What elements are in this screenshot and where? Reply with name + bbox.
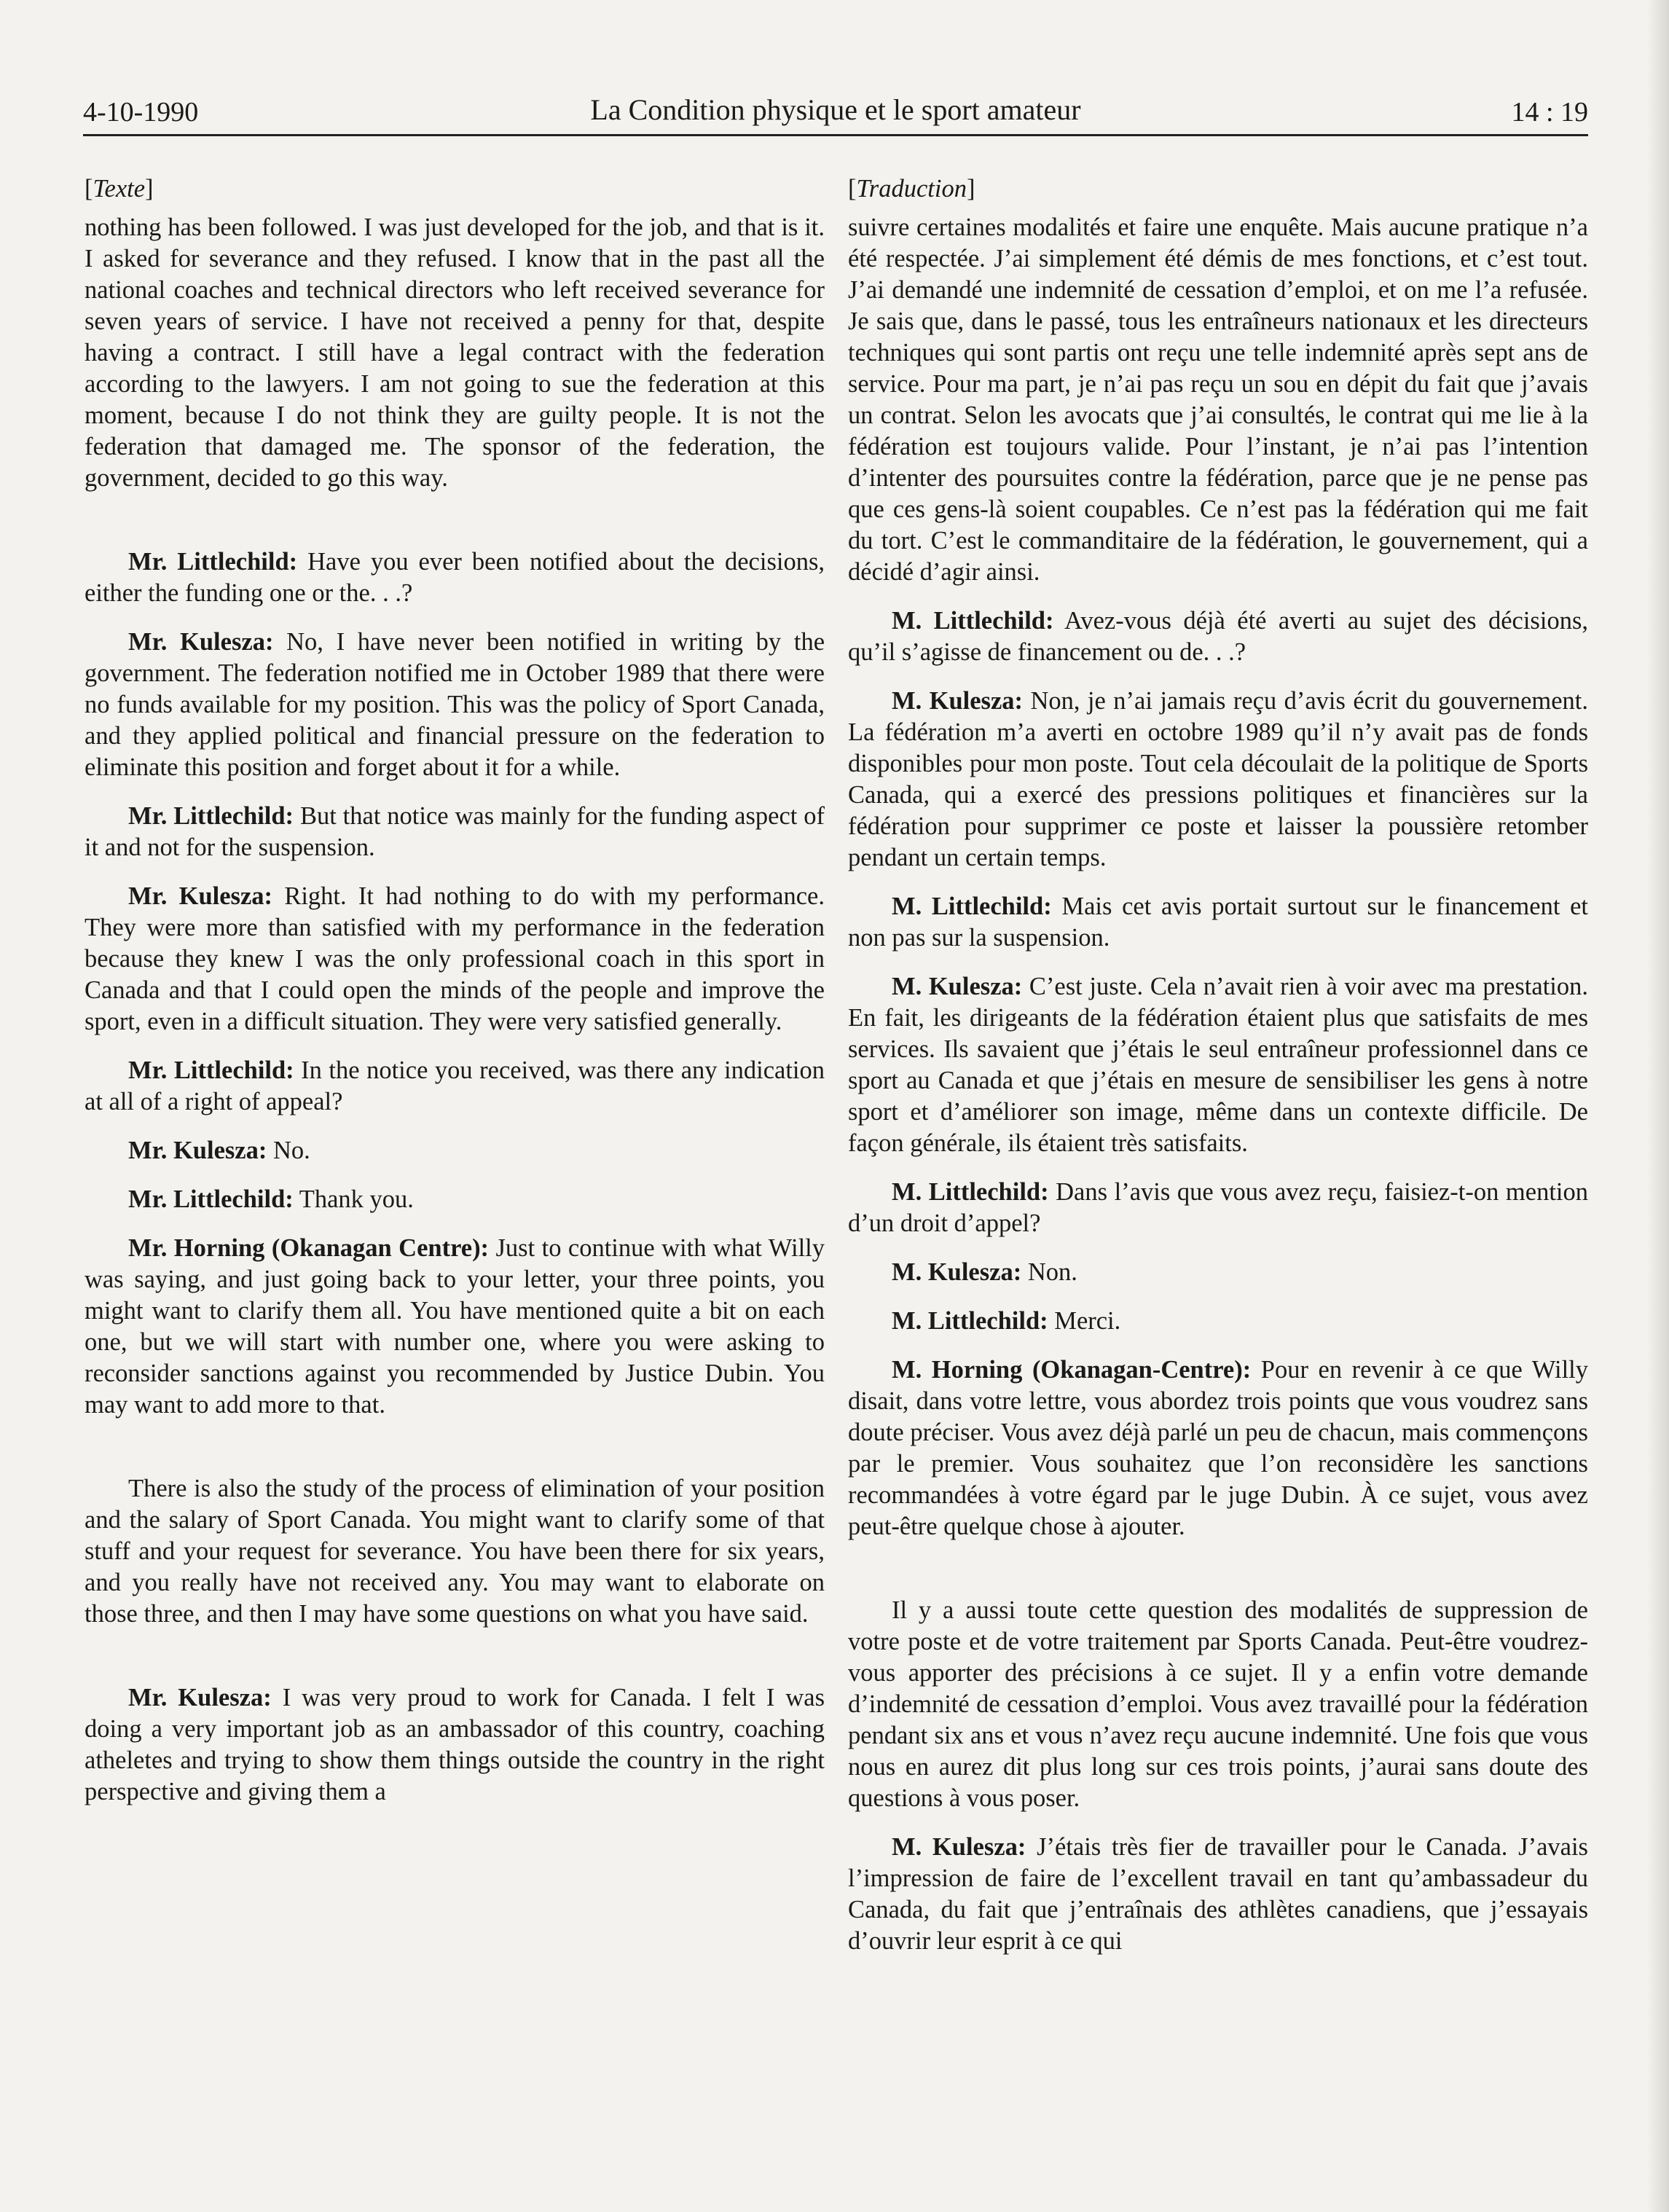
paragraph: M. Kulesza: Non, je n’ai jamais reçu d’avis écrit du gouvernement. La fédération m’a averti en octobre 1989 qu’il n’y avait pas de fonds disponibles pour mon poste. Tout cela découlait de la politique de Sports Canada, qui a exercé des pressions politiques et financières sur la fédération pour supprimer ce poste et laisser la poussière retomber pendant un certain temps. [848,687,1588,871]
speaker-name: Mr. Kulesza: [128,1137,267,1164]
paragraph: Mr. Littlechild: But that notice was mainly for the funding aspect of it and not for the suspension. [85,802,825,861]
speaker-name: M. Littlechild: [892,893,1052,920]
header-date: 4-10-1990 [83,97,199,128]
column-label-traduction: [Traduction] [848,175,975,203]
column-label-texte: [Texte] [85,175,154,203]
paragraph: Mr. Littlechild: Have you ever been notified about the decisions, either the funding one or the. . .? [85,548,825,607]
paragraph: Mr. Littlechild: Thank you. [128,1185,414,1213]
speaker-name: Mr. Littlechild: [128,1185,294,1213]
paragraph: M. Horning (Okanagan-Centre): Pour en revenir à ce que Willy disait, dans votre lettre, vous abordez trois points que vous voudrez sans doute préciser. Vous avez déjà parlé un peu de chacun, mais commençons par le premier. Vous souhaitez que l’on reconsidère les sanctions recommandées à votre égard par le juge Dubin. À ce sujet, vous avez peut-être quelque chose à ajouter. [848,1356,1588,1540]
paragraph: Mr. Kulesza: Right. It had nothing to do with my performance. They were more than satisfied with my performance in the federation because they knew I was the only professional coach in this sport in Canada and that I could open the minds of the people and improve the sport, even in a difficult situation. They were very satisfied generally. [85,882,825,1035]
paragraph: suivre certaines modalités et faire une enquête. Mais aucune pratique n’a été respectée. J’ai simplement été démis de mes fonctions, et c’est tout. J’ai demandé une indemnité de cessation d’emploi, et on me l’a refusée. Je sais que, dans le passé, tous les entraîneurs nationaux et les directeurs techniques qui sont partis ont reçu une telle indemnité après sept ans de service. Pour ma part, je n’ai pas reçu un sou en dépit du fait que j’avais un contrat. Selon les avocats que j’ai consultés, le contrat qui me lie à la fédération est toujours valide. Pour l’instant, je n’ai pas l’intention d’intenter des poursuites contre la fédération, parce que je ne pense pas que ces gens-là soient coupables. Ce n’est pas la fédération qui me fait du tort. C’est le commanditaire de la fédération, le gouvernement, qui a décidé d’agir ainsi. [848,213,1588,586]
speaker-name: M. Littlechild: [892,1178,1049,1206]
paragraph: nothing has been followed. I was just developed for the job, and that is it. I asked for severance and they refused. I know that in the past all the national coaches and technical directors who left received severance for seven years of service. I have not received a penny for that, despite having a contract. I still have a legal contract with the federation according to the lawyers. I am not going to sue the federation at this moment, because I do not think they are guilty people. It is not the federation that damaged me. The sponsor of the federation, the government, decided to go this way. [85,213,825,492]
paragraph: M. Littlechild: Dans l’avis que vous avez reçu, faisiez-t-on mention d’un droit d’appel? [848,1178,1588,1237]
speaker-name: Mr. Kulesza: [128,882,273,910]
page-edge-shadow [1647,0,1669,2212]
speaker-name: Mr. Littlechild: [128,548,298,576]
speaker-name: Mr. Littlechild: [128,802,294,830]
speaker-name: M. Kulesza: [892,1258,1022,1286]
paragraph: M. Littlechild: Mais cet avis portait surtout sur le financement et non pas sur la suspension. [848,893,1588,952]
paragraph: Il y a aussi toute cette question des modalités de suppression de votre poste et de votre traitement par Sports Canada. Peut-être voudrez-vous apporter des précisions à ce sujet. Il y a enfin votre demande d’indemnité de cessation d’emploi. Vous avez travaillé pour la fédération pendant six ans et vous n’avez reçu aucune indemnité. Une fois que vous nous en aurez dit plus long sur ces trois points, j’aurai sans doute des questions à vous poser. [848,1596,1588,1812]
speaker-name: Mr. Kulesza: [128,1684,272,1711]
paragraph: M. Kulesza: Non. [892,1258,1077,1286]
paragraph: Mr. Horning (Okanagan Centre): Just to continue with what Willy was saying, and just going back to your letter, your three points, you might want to clarify them all. You have mentioned quite a bit on each one, but we will start with number one, where you were asking to reconsider sanctions against you recommended by Justice Dubin. You may want to add more to that. [85,1234,825,1419]
paragraph: Mr. Kulesza: I was very proud to work for Canada. I felt I was doing a very important job as an ambassador of this country, coaching atheletes and trying to show them things outside the country in the right perspective and giving them a [85,1684,825,1805]
paragraph: M. Littlechild: Merci. [892,1307,1121,1335]
speaker-name: M. Kulesza: [892,973,1023,1000]
speaker-name: Mr. Kulesza: [128,628,274,656]
running-header [83,86,1588,136]
speaker-name: M. Kulesza: [892,687,1024,715]
speaker-name: M. Horning (Okanagan-Centre): [892,1356,1252,1384]
paragraph: Mr. Kulesza: No, I have never been notified in writing by the government. The federation notified me in October 1989 that there were no funds available for my position. This was the policy of Sport Canada, and they applied political and financial pressure on the federation to eliminate this position and forget about it for a while. [85,628,825,781]
paragraph: Mr. Kulesza: No. [128,1137,310,1164]
speaker-name: M. Littlechild: [892,1307,1048,1335]
paragraph: M. Kulesza: C’est juste. Cela n’avait rien à voir avec ma prestation. En fait, les dirigeants de la fédération étaient plus que satisfaits de mes services. Ils savaient que j’étais le seul entraîneur professionnel dans ce sport au Canada et que j’étais en mesure de sensibiliser les gens à notre sport et d’améliorer son image, même dans un contexte difficile. De façon générale, ils étaient très satisfaits. [848,973,1588,1157]
speaker-name: M. Kulesza: [892,1833,1026,1861]
header-title: La Condition physique et le sport amateur [590,93,1081,126]
speaker-name: M. Littlechild: [892,607,1054,635]
column-english [85,173,825,1808]
speaker-name: Mr. Littlechild: [128,1056,294,1084]
paragraph: There is also the study of the process of elimination of your position and the salary of Sport Canada. You might want to clarify some of that stuff and your request for severance. You have been there for six years, and you really have not received any. You may want to elaborate on those three, and then I may have some questions on what you have said. [85,1475,825,1628]
column-french [848,173,1588,1957]
header-page-number: 14 : 19 [1511,97,1588,128]
speaker-name: Mr. Horning (Okanagan Centre): [128,1234,490,1262]
paragraph: Mr. Littlechild: In the notice you received, was there any indication at all of a right of appeal? [85,1056,825,1115]
paragraph: M. Kulesza: J’étais très fier de travailler pour le Canada. J’avais l’impression de faire de l’excellent travail en tant qu’ambassadeur du Canada, du fait que j’entraînais des athlètes canadiens, que j’essayais d’ouvrir leur esprit à ce qui [848,1833,1588,1955]
paragraph: M. Littlechild: Avez-vous déjà été averti au sujet des décisions, qu’il s’agisse de financement ou de. . .? [848,607,1588,666]
